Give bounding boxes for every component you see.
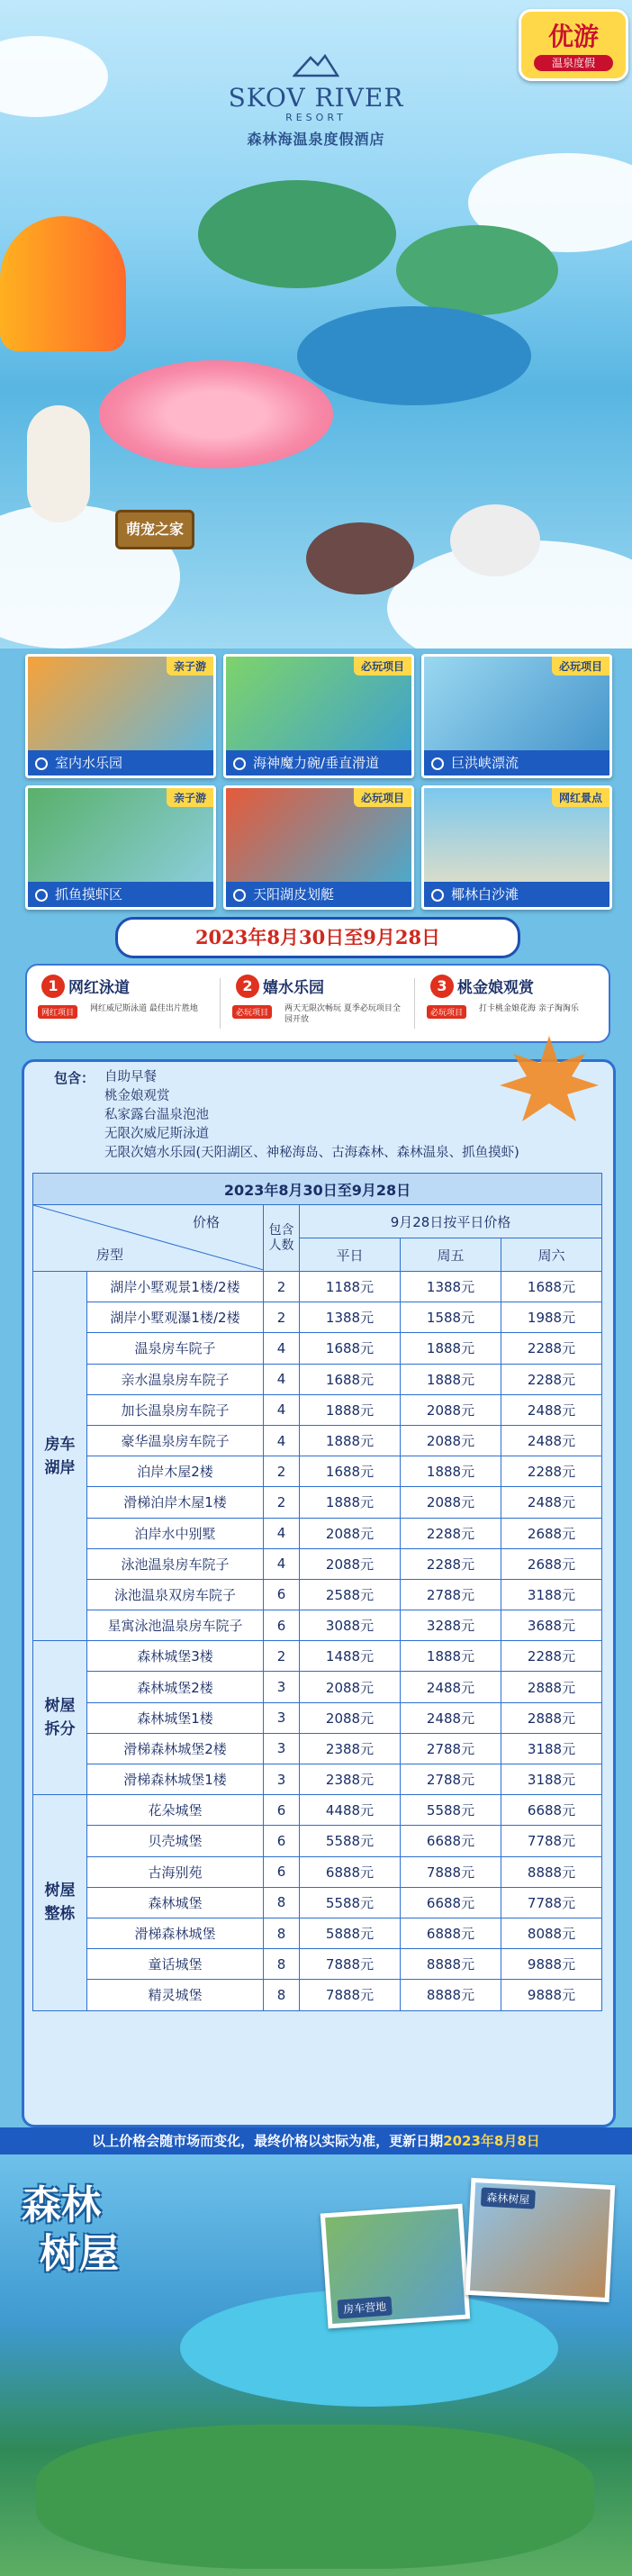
update-date: 2023年8月8日 xyxy=(443,2133,540,2149)
header-room-type: 房型 xyxy=(96,1247,124,1263)
saturday-price-cell: 2488元 xyxy=(501,1487,602,1518)
card-tag: 亲子游 xyxy=(167,788,213,807)
weekday-price-cell: 1188元 xyxy=(300,1272,401,1302)
feature-number: 2 xyxy=(236,975,259,998)
weekday-price-cell: 2088元 xyxy=(300,1518,401,1548)
feature-number: 1 xyxy=(41,975,65,998)
friday-price-cell: 1388元 xyxy=(401,1272,501,1302)
weekday-price-cell: 2588元 xyxy=(300,1579,401,1610)
forest-treehouse-banner xyxy=(0,2154,632,2576)
people-cell: 4 xyxy=(264,1518,300,1548)
room-group-label: 树屋整栋 xyxy=(33,1795,87,2010)
weekday-price-cell: 1888元 xyxy=(300,1394,401,1425)
table-row xyxy=(33,1980,602,2010)
people-cell: 3 xyxy=(264,1733,300,1764)
card-tag: 必玩项目 xyxy=(354,657,411,676)
room-type-cell: 花朵城堡 xyxy=(87,1795,264,1826)
saturday-price-cell: 1988元 xyxy=(501,1302,602,1333)
people-cell: 2 xyxy=(264,1272,300,1302)
room-type-cell: 滑梯泊岸木屋1楼 xyxy=(87,1487,264,1518)
people-cell: 8 xyxy=(264,1887,300,1918)
saturday-price-cell: 2688元 xyxy=(501,1548,602,1579)
table-row xyxy=(33,1918,602,1948)
friday-price-cell: 1888元 xyxy=(401,1333,501,1364)
weekday-price-cell: 6888元 xyxy=(300,1856,401,1887)
price-table xyxy=(32,1173,602,2011)
attraction-gallery xyxy=(25,654,607,906)
friday-price-cell: 8888元 xyxy=(401,1980,501,2010)
card-tag: 必玩项目 xyxy=(552,657,609,676)
include-item: 无限次嬉水乐园(天阳湖区、神秘海岛、古海森林、森林温泉、抓鱼摸虾) xyxy=(104,1146,519,1160)
people-cell: 8 xyxy=(264,1949,300,1980)
price-disclaimer xyxy=(0,2127,632,2154)
weekday-price-cell: 1688元 xyxy=(300,1333,401,1364)
people-cell: 8 xyxy=(264,1980,300,2010)
people-cell: 2 xyxy=(264,1641,300,1672)
table-row xyxy=(33,1672,602,1702)
feature-desc: 网红威尼斯泳道 最佳出片胜地 xyxy=(90,1004,198,1013)
friday-price-cell: 2788元 xyxy=(401,1733,501,1764)
friday-price-cell: 2488元 xyxy=(401,1702,501,1733)
header-saturday: 周六 xyxy=(501,1238,602,1272)
friday-price-cell: 2288元 xyxy=(401,1518,501,1548)
table-row xyxy=(33,1887,602,1918)
saturday-price-cell: 3188元 xyxy=(501,1764,602,1795)
card-caption: 海神魔力碗/垂直滑道 xyxy=(253,755,380,771)
feature-chip: 必玩项目 xyxy=(427,1005,466,1019)
location-pin-icon xyxy=(233,889,246,902)
weekday-price-cell: 5588元 xyxy=(300,1887,401,1918)
weekday-price-cell: 2088元 xyxy=(300,1672,401,1702)
location-pin-icon xyxy=(233,757,246,770)
weekday-price-cell: 4488元 xyxy=(300,1795,401,1826)
header-price: 价格 xyxy=(192,1214,220,1230)
feature-title: 桃金娘观赏 xyxy=(457,979,534,997)
saturday-price-cell: 3188元 xyxy=(501,1579,602,1610)
include-item: 桃金娘观赏 xyxy=(104,1089,170,1103)
room-type-cell: 湖岸小墅观瀑1楼/2楼 xyxy=(87,1302,264,1333)
room-type-cell: 豪华温泉房车院子 xyxy=(87,1425,264,1456)
people-cell: 2 xyxy=(264,1456,300,1487)
room-group-label: 树屋拆分 xyxy=(33,1641,87,1795)
table-date-row: 2023年8月30日至9月28日 xyxy=(33,1174,602,1205)
weekday-price-cell: 1388元 xyxy=(300,1302,401,1333)
room-type-cell: 泊岸木屋2楼 xyxy=(87,1456,264,1487)
feature-item xyxy=(421,973,601,1034)
room-group-label: 房车湖岸 xyxy=(33,1272,87,1641)
include-item: 无限次威尼斯泳道 xyxy=(104,1127,209,1141)
table-row xyxy=(33,1579,602,1610)
weekday-price-cell: 1888元 xyxy=(300,1487,401,1518)
divider xyxy=(220,978,221,1029)
card-tag: 必玩项目 xyxy=(354,788,411,807)
saturday-price-cell: 2488元 xyxy=(501,1394,602,1425)
header-friday: 周五 xyxy=(401,1238,501,1272)
feature-item xyxy=(32,973,212,1034)
feature-item xyxy=(227,973,407,1034)
room-type-cell: 星寓泳池温泉房车院子 xyxy=(87,1610,264,1641)
people-cell: 6 xyxy=(264,1579,300,1610)
feature-title: 网红泳道 xyxy=(68,979,130,997)
table-row xyxy=(33,1641,602,1672)
people-cell: 3 xyxy=(264,1764,300,1795)
people-cell: 6 xyxy=(264,1795,300,1826)
card-caption: 椰林白沙滩 xyxy=(451,886,519,903)
table-row xyxy=(33,1702,602,1733)
location-pin-icon xyxy=(431,889,444,902)
feature-chip: 网红项目 xyxy=(38,1005,77,1019)
friday-price-cell: 1888元 xyxy=(401,1641,501,1672)
alpaca xyxy=(27,405,90,522)
table-row xyxy=(33,1795,602,1826)
weekday-price-cell: 2388元 xyxy=(300,1733,401,1764)
saturday-price-cell: 2688元 xyxy=(501,1518,602,1548)
room-type-cell: 泳池温泉双房车院子 xyxy=(87,1579,264,1610)
room-type-cell: 精灵城堡 xyxy=(87,1980,264,2010)
table-row xyxy=(33,1949,602,1980)
saturday-price-cell: 3188元 xyxy=(501,1733,602,1764)
pig xyxy=(306,522,414,594)
people-cell: 3 xyxy=(264,1672,300,1702)
room-type-cell: 温泉房车院子 xyxy=(87,1333,264,1364)
room-type-cell: 亲水温泉房车院子 xyxy=(87,1364,264,1394)
header-period: 9月28日按平日价格 xyxy=(300,1205,602,1238)
table-row xyxy=(33,1733,602,1764)
people-cell: 2 xyxy=(264,1487,300,1518)
friday-price-cell: 6688元 xyxy=(401,1887,501,1918)
table-row xyxy=(33,1487,602,1518)
room-type-cell: 童话城堡 xyxy=(87,1949,264,1980)
table-row xyxy=(33,1826,602,1856)
table-row xyxy=(33,1302,602,1333)
saturday-price-cell: 2288元 xyxy=(501,1333,602,1364)
weekday-price-cell: 2388元 xyxy=(300,1764,401,1795)
mountain-logo-icon xyxy=(293,52,339,77)
people-cell: 2 xyxy=(264,1302,300,1333)
table-row xyxy=(33,1333,602,1364)
weekday-price-cell: 2088元 xyxy=(300,1548,401,1579)
gallery-card[interactable] xyxy=(223,785,414,910)
friday-price-cell: 1888元 xyxy=(401,1456,501,1487)
people-cell: 4 xyxy=(264,1333,300,1364)
friday-price-cell: 1888元 xyxy=(401,1364,501,1394)
photo-label: 房车营地 xyxy=(337,2296,392,2318)
gallery-card[interactable] xyxy=(421,785,612,910)
people-cell: 3 xyxy=(264,1702,300,1733)
card-caption: 天阳湖皮划艇 xyxy=(253,886,335,903)
weekday-price-cell: 2088元 xyxy=(300,1702,401,1733)
room-type-cell: 加长温泉房车院子 xyxy=(87,1394,264,1425)
weekday-price-cell: 5888元 xyxy=(300,1918,401,1948)
date-banner: 2023年8月30日至9月28日 xyxy=(115,917,520,958)
weekday-price-cell: 7888元 xyxy=(300,1949,401,1980)
room-type-cell: 森林城堡2楼 xyxy=(87,1672,264,1702)
card-tag: 网红景点 xyxy=(552,788,609,807)
room-type-cell: 森林城堡1楼 xyxy=(87,1702,264,1733)
treehouse-photo xyxy=(465,2178,616,2302)
feature-desc: 打卡桃金娘花海 亲子淘淘乐 xyxy=(479,1004,579,1013)
weekday-price-cell: 1488元 xyxy=(300,1641,401,1672)
header-people: 包含人数 xyxy=(264,1205,300,1272)
table-row xyxy=(33,1272,602,1302)
gallery-card[interactable] xyxy=(421,654,612,778)
friday-price-cell: 2788元 xyxy=(401,1579,501,1610)
table-row xyxy=(33,1856,602,1887)
friday-price-cell: 2488元 xyxy=(401,1672,501,1702)
feature-number: 3 xyxy=(430,975,454,998)
card-tag: 亲子游 xyxy=(167,657,213,676)
hero-banner xyxy=(0,0,632,649)
room-type-cell: 泳池温泉房车院子 xyxy=(87,1548,264,1579)
pet-house-sign: 萌宠之家 xyxy=(115,510,194,549)
header-diagonal-cell xyxy=(33,1205,264,1272)
card-caption: 抓鱼摸虾区 xyxy=(55,886,123,903)
weekday-price-cell: 3088元 xyxy=(300,1610,401,1641)
table-row xyxy=(33,1610,602,1641)
room-type-cell: 古海别苑 xyxy=(87,1856,264,1887)
friday-price-cell: 2088元 xyxy=(401,1487,501,1518)
saturday-price-cell: 3688元 xyxy=(501,1610,602,1641)
table-row xyxy=(33,1364,602,1394)
weekday-price-cell: 1688元 xyxy=(300,1364,401,1394)
diagonal-line-icon xyxy=(33,1205,264,1270)
friday-price-cell: 6888元 xyxy=(401,1918,501,1948)
card-caption: 巨洪峡漂流 xyxy=(451,755,519,771)
friday-price-cell: 8888元 xyxy=(401,1949,501,1980)
divider xyxy=(414,978,415,1029)
friday-price-cell: 2288元 xyxy=(401,1548,501,1579)
island-park xyxy=(396,225,558,315)
saturday-price-cell: 6688元 xyxy=(501,1795,602,1826)
friday-price-cell: 2788元 xyxy=(401,1764,501,1795)
header-weekday: 平日 xyxy=(300,1238,401,1272)
saturday-price-cell: 2888元 xyxy=(501,1672,602,1702)
room-type-cell: 滑梯森林城堡 xyxy=(87,1918,264,1948)
saturday-price-cell: 7788元 xyxy=(501,1887,602,1918)
badge-subtitle: 温泉度假 xyxy=(534,55,613,71)
saturday-price-cell: 1688元 xyxy=(501,1272,602,1302)
gallery-card[interactable] xyxy=(223,654,414,778)
weekday-price-cell: 1888元 xyxy=(300,1425,401,1456)
includes-list xyxy=(104,1068,519,1163)
saturday-price-cell: 2488元 xyxy=(501,1425,602,1456)
friday-price-cell: 2088元 xyxy=(401,1425,501,1456)
people-cell: 4 xyxy=(264,1425,300,1456)
people-cell: 4 xyxy=(264,1364,300,1394)
table-row xyxy=(33,1394,602,1425)
saturday-price-cell: 8088元 xyxy=(501,1918,602,1948)
gallery-card[interactable] xyxy=(25,654,216,778)
weekday-price-cell: 7888元 xyxy=(300,1980,401,2010)
title-line: 森林 xyxy=(22,2182,101,2228)
friday-price-cell: 5588元 xyxy=(401,1795,501,1826)
room-type-cell: 泊岸水中别墅 xyxy=(87,1518,264,1548)
people-cell: 6 xyxy=(264,1610,300,1641)
includes-label: 包含： xyxy=(54,1070,95,1086)
forest-title xyxy=(22,2181,119,2279)
people-cell: 6 xyxy=(264,1856,300,1887)
weekday-price-cell: 1688元 xyxy=(300,1456,401,1487)
feature-desc: 两天无限次畅玩 夏季必玩项目全园开放 xyxy=(284,1004,401,1024)
saturday-price-cell: 9888元 xyxy=(501,1949,602,1980)
include-item: 私家露台温泉泡池 xyxy=(104,1108,209,1122)
brand-name-cn: 森林海温泉度假酒店 xyxy=(247,131,385,148)
friday-price-cell: 3288元 xyxy=(401,1610,501,1641)
room-type-cell: 滑梯森林城堡1楼 xyxy=(87,1764,264,1795)
room-type-cell: 滑梯森林城堡2楼 xyxy=(87,1733,264,1764)
people-cell: 4 xyxy=(264,1548,300,1579)
gallery-card[interactable] xyxy=(25,785,216,910)
feature-chip: 必玩项目 xyxy=(232,1005,272,1019)
room-type-cell: 森林城堡 xyxy=(87,1887,264,1918)
resort-grounds xyxy=(36,2425,594,2569)
saturday-price-cell: 2888元 xyxy=(501,1702,602,1733)
saturday-price-cell: 2288元 xyxy=(501,1641,602,1672)
saturday-price-cell: 9888元 xyxy=(501,1980,602,2010)
card-caption: 室内水乐园 xyxy=(55,755,123,771)
room-type-cell: 森林城堡3楼 xyxy=(87,1641,264,1672)
friday-price-cell: 7888元 xyxy=(401,1856,501,1887)
table-row xyxy=(33,1425,602,1456)
photo-label: 森林树屋 xyxy=(481,2188,536,2209)
brand-sub-en: RESORT xyxy=(285,112,347,123)
saturday-price-cell: 8888元 xyxy=(501,1856,602,1887)
table-row xyxy=(33,1764,602,1795)
disclaimer-text: 以上价格会随市场而变化，最终价格以实际为准，更新日期 xyxy=(92,2133,444,2149)
location-pin-icon xyxy=(35,757,48,770)
rabbit xyxy=(450,504,540,576)
saturday-price-cell: 7788元 xyxy=(501,1826,602,1856)
table-row xyxy=(33,1548,602,1579)
weekday-price-cell: 5588元 xyxy=(300,1826,401,1856)
people-cell: 8 xyxy=(264,1918,300,1948)
friday-price-cell: 1588元 xyxy=(401,1302,501,1333)
room-type-cell: 湖岸小墅观景1楼/2楼 xyxy=(87,1272,264,1302)
room-type-cell: 贝壳城堡 xyxy=(87,1826,264,1856)
saturday-price-cell: 2288元 xyxy=(501,1456,602,1487)
location-pin-icon xyxy=(35,889,48,902)
feature-title: 嬉水乐园 xyxy=(263,979,324,997)
people-cell: 6 xyxy=(264,1826,300,1856)
campsite-photo xyxy=(321,2204,471,2329)
promo-badge xyxy=(519,9,628,81)
title-line: 树屋 xyxy=(40,2231,119,2277)
location-pin-icon xyxy=(431,757,444,770)
brand-name-en: SKOV RIVER xyxy=(228,83,404,113)
table-row xyxy=(33,1518,602,1548)
price-table-body xyxy=(33,1272,602,2011)
saturday-price-cell: 2288元 xyxy=(501,1364,602,1394)
friday-price-cell: 6688元 xyxy=(401,1826,501,1856)
people-cell: 4 xyxy=(264,1394,300,1425)
badge-title: 优游 xyxy=(547,22,599,51)
include-item: 自助早餐 xyxy=(104,1070,157,1084)
friday-price-cell: 2088元 xyxy=(401,1394,501,1425)
table-row xyxy=(33,1456,602,1487)
